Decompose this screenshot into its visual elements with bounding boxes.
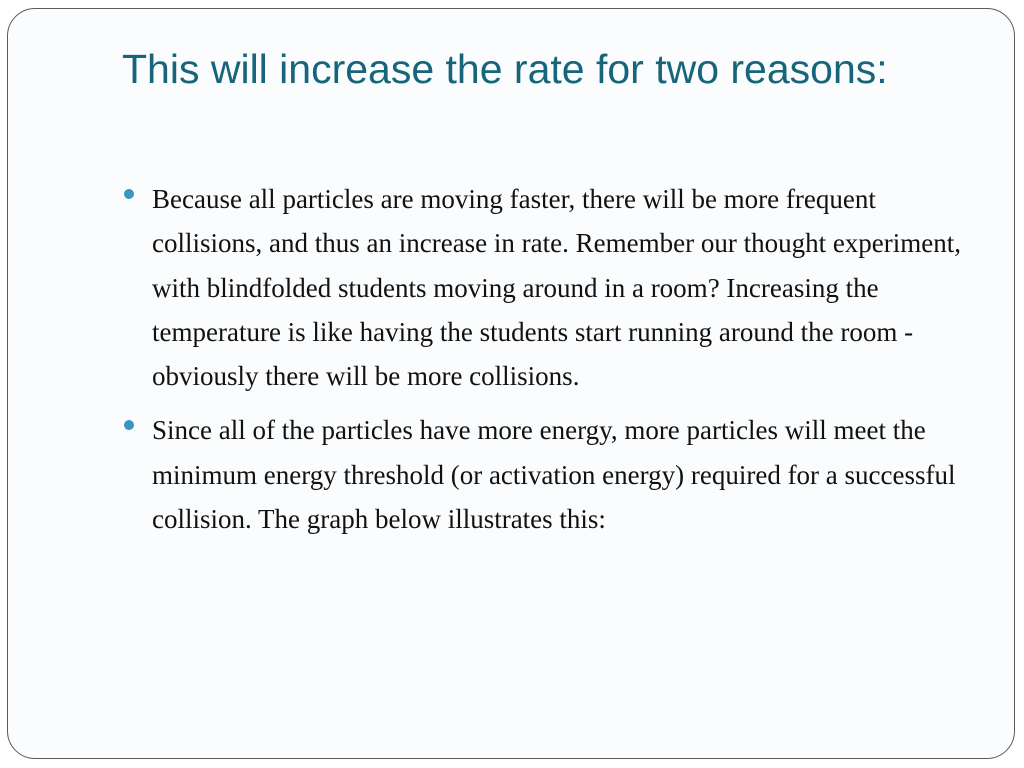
bullet-text: Since all of the particles have more energy, more particles will meet the minimum energy threshold (or activation energy) required for a successful collision. The graph below illustrates this:	[152, 415, 956, 535]
bullet-item	[124, 177, 974, 398]
bullet-dot-icon	[124, 189, 134, 199]
slide-title: This will increase the rate for two reasons:	[122, 46, 888, 92]
bullet-item	[124, 408, 974, 541]
bullet-text: Because all particles are moving faster, there will be more frequent collisions, and thus an increase in rate. Remember our thought experiment, with blindfolded students moving around in a room? Increasing the temperature is like having the students start running around the room - obviously there will be more collisions.	[152, 184, 962, 392]
slide-frame	[7, 8, 1015, 759]
bullet-list	[124, 177, 974, 551]
bullet-dot-icon	[124, 420, 134, 430]
